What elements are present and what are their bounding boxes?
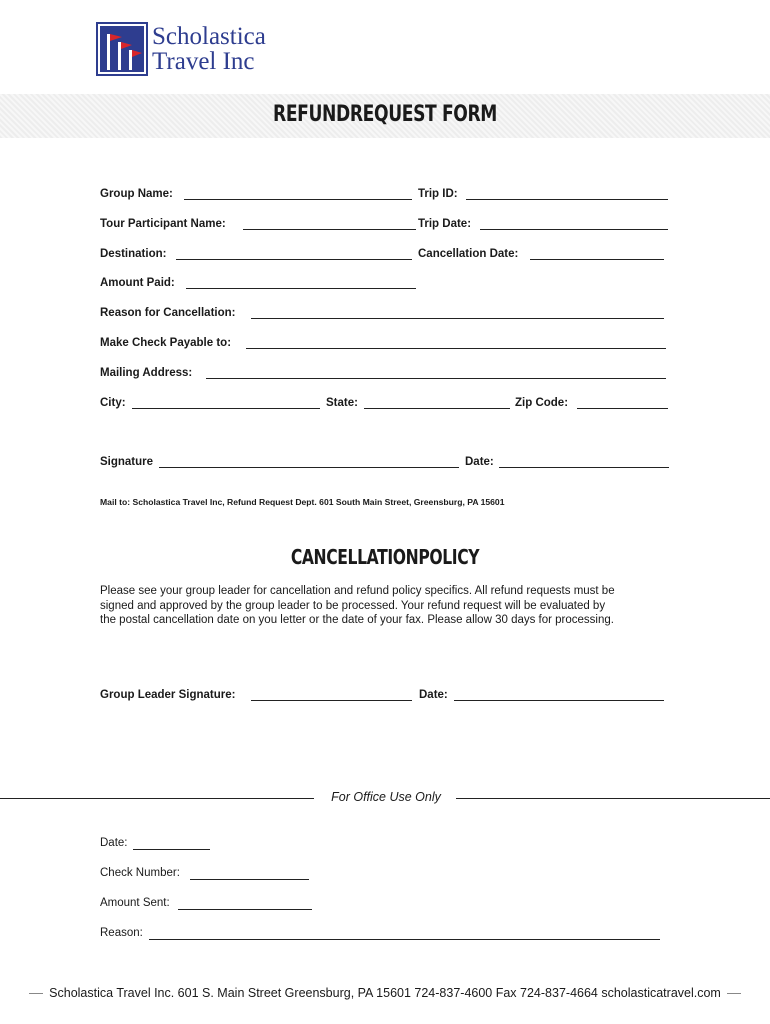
footer-text: Scholastica Travel Inc. 601 S. Main Street Greensburg, PA 15601 724-837-4600 Fax 724-837-4664 scholasticatravel.com [49,986,721,1000]
footer-dash-right [727,993,741,994]
tour-participant-name-label: Tour Participant Name: [100,218,226,230]
amount-sent-field[interactable] [178,909,312,910]
policy-title: CANCELLATIONPOLICY [290,545,480,569]
destination-label: Destination: [100,248,167,260]
cancellation-date-label: Cancellation Date: [418,248,519,260]
make-check-payable-label: Make Check Payable to: [100,337,232,349]
signature-field[interactable] [159,467,459,468]
form-title: REFUNDREQUEST FORM [272,102,498,127]
mailing-address-field[interactable] [206,378,666,379]
trip-id-field[interactable] [466,199,668,200]
group-leader-date-field[interactable] [454,700,664,701]
trip-date-field[interactable] [480,229,668,230]
trip-date-label: Trip Date: [418,218,472,230]
logo-flags-icon [96,22,148,76]
signature-label: Signature [100,456,154,468]
mailing-address-label: Mailing Address: [100,367,193,379]
office-reason-label: Reason: [100,927,143,939]
reason-for-cancellation-label: Reason for Cancellation: [100,307,236,319]
reason-for-cancellation-field[interactable] [251,318,664,319]
office-date-label: Date: [100,837,128,849]
group-leader-date-label: Date: [419,689,448,701]
signature-date-label: Date: [465,456,494,468]
cancellation-date-field[interactable] [530,259,664,260]
office-divider-right [456,798,770,799]
policy-line: signed and approved by the group leader to be processed. Your refund request will be evaluated by [100,599,606,612]
amount-sent-label: Amount Sent: [100,897,170,909]
policy-line: Please see your group leader for cancellation and refund policy specifics. All refund requests must be [100,585,615,597]
amount-paid-label: Amount Paid: [100,277,175,289]
company-logo [96,22,296,82]
tour-participant-name-field[interactable] [243,229,416,230]
trip-id-label: Trip ID: [418,188,458,200]
city-field[interactable] [132,408,320,409]
destination-field[interactable] [176,259,412,260]
office-divider-left [0,798,314,799]
office-date-field[interactable] [133,849,210,850]
footer [0,986,770,1000]
state-label: State: [326,397,358,409]
group-name-label: Group Name: [100,188,173,200]
check-number-field[interactable] [190,879,309,880]
zip-code-field[interactable] [577,408,668,409]
logo-line2: Travel Inc [152,48,255,75]
make-check-payable-field[interactable] [246,348,666,349]
city-label: City: [100,397,126,409]
group-leader-signature-field[interactable] [251,700,412,701]
group-leader-signature-label: Group Leader Signature: [100,689,236,701]
group-name-field[interactable] [184,199,412,200]
policy-line: the postal cancellation date on you letter or the date of your fax. Please allow 30 days for processing. [100,614,614,626]
footer-dash-left [29,993,43,994]
mail-to-address: Mail to: Scholastica Travel Inc, Refund Request Dept. 601 South Main Street, Greensburg, PA 15601 [100,497,505,507]
zip-code-label: Zip Code: [515,397,569,409]
state-field[interactable] [364,408,510,409]
policy-paragraph [100,584,675,628]
signature-date-field[interactable] [499,467,669,468]
check-number-label: Check Number: [100,867,180,879]
amount-paid-field[interactable] [186,288,416,289]
office-reason-field[interactable] [149,939,660,940]
logo-line1: Scholastica [152,23,266,50]
logo-wordmark [152,24,266,74]
office-use-label: For Office Use Only [331,790,441,804]
